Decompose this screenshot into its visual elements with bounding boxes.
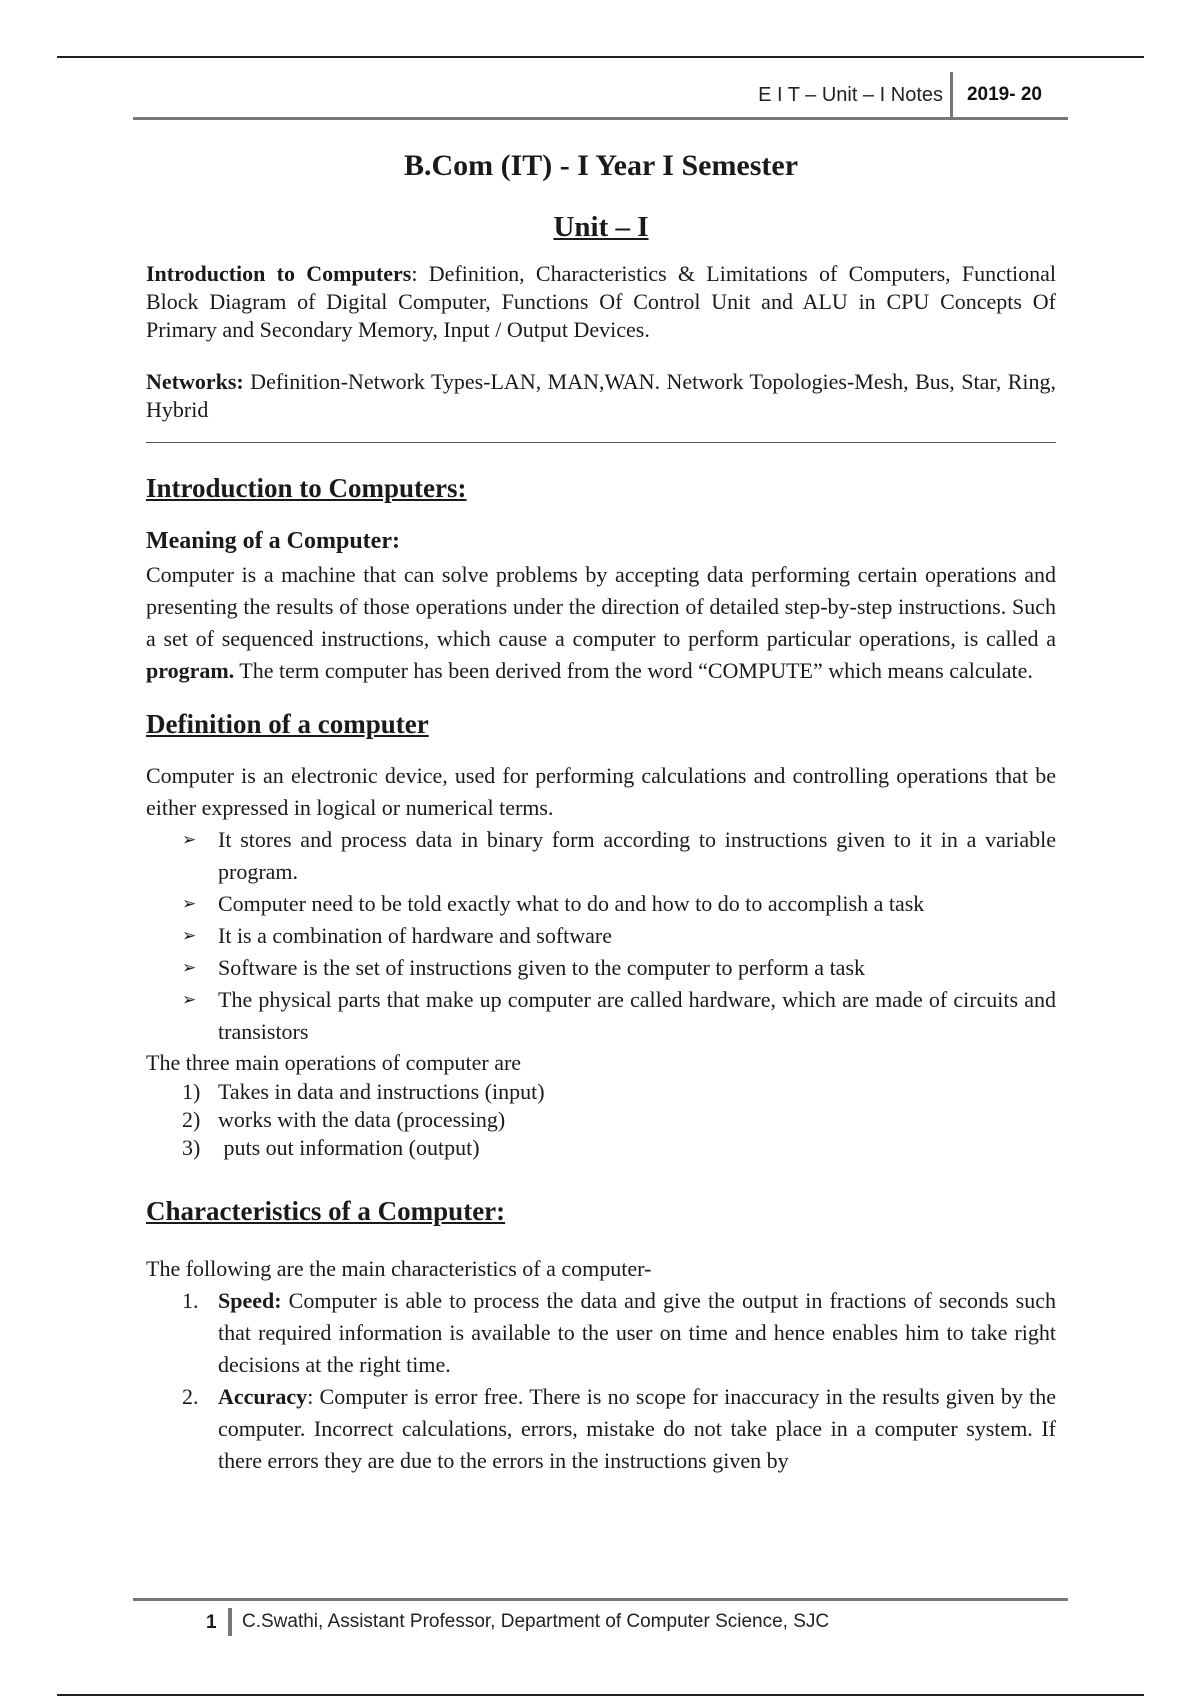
list-item (182, 824, 1056, 888)
footer-divider (228, 1608, 232, 1636)
item-text: puts out information (output) (218, 1135, 480, 1160)
operations-list (146, 1078, 1056, 1162)
meaning-paragraph (146, 559, 1056, 687)
item-number: 3) (182, 1135, 201, 1160)
unit-heading: Unit – I (553, 211, 649, 243)
definition-heading: Definition of a computer (146, 709, 429, 739)
meaning-text-before: Computer is a machine that can solve problems by accepting data performing certain operations and presenting the results of those operations under the direction of detailed step-by-step instructions. Such a set of sequenced instructions, which cause a computer to perform particular operations, is called a (146, 562, 1056, 651)
item-number: 1) (182, 1079, 201, 1104)
item-number: 2. (182, 1384, 199, 1409)
item-text: Takes in data and instructions (input) (218, 1079, 545, 1104)
arrow-bullet-icon: ➢ (182, 958, 197, 978)
item-label: Speed: (218, 1288, 282, 1313)
syllabus-networks (146, 368, 1056, 424)
header-unit-notes: E I T – Unit – I Notes (758, 84, 943, 106)
arrow-bullet-icon: ➢ (182, 830, 197, 850)
characteristics-intro: The following are the main characteristics of a computer- (146, 1256, 652, 1281)
item-text: works with the data (processing) (218, 1107, 506, 1132)
characteristics-list (146, 1285, 1056, 1477)
item-number: 2) (182, 1107, 201, 1132)
list-item (182, 888, 1056, 920)
syllabus-intro-label: Introduction to Computers (146, 261, 412, 286)
bullet-text: It is a combination of hardware and software (218, 923, 613, 948)
list-item (182, 952, 1056, 984)
bullet-text: Computer need to be told exactly what to do and how to do to accomplish a task (218, 891, 925, 916)
item-text: : Computer is error free. There is no scope for inaccuracy in the results given by the computer. Incorrect calculations, errors, mistake do not take place in a computer system. If there errors they are due to the errors in the instructions given by (218, 1384, 1056, 1473)
bullet-text: It stores and process data in binary form according to instructions given to it in a variable program. (218, 827, 1056, 884)
definition-paragraph: Computer is an electronic device, used for performing calculations and controlling operations that be either expressed in logical or numerical terms. (146, 763, 1056, 820)
list-item (182, 1381, 1056, 1477)
footer-rule (133, 1598, 1068, 1601)
syllabus-intro-text: : Definition, Characteristics & Limitations of Computers, Functional Block Diagram of Digital Computer, Functions Of Control Unit and ALU in CPU Concepts Of Primary and Secondary Memory, Input / Output Devices. (146, 261, 1056, 342)
page-number: 1 (206, 1612, 217, 1633)
page-footer (133, 1598, 1068, 1638)
intro-heading: Introduction to Computers: (146, 473, 467, 503)
page-header (133, 72, 1068, 120)
header-rule (133, 117, 1068, 120)
arrow-bullet-icon: ➢ (182, 990, 197, 1010)
meaning-bold: program. (146, 658, 235, 683)
page-title: B.Com (IT) - I Year I Semester (403, 149, 799, 182)
operations-intro: The three main operations of computer are (146, 1050, 522, 1075)
arrow-bullet-icon: ➢ (182, 926, 197, 946)
item-number: 1. (182, 1288, 199, 1313)
bottom-rule (57, 1694, 1144, 1696)
list-item (182, 1134, 1056, 1162)
meaning-heading: Meaning of a Computer: (146, 528, 400, 554)
definition-bullets (146, 824, 1056, 1048)
item-label: Accuracy (218, 1384, 308, 1409)
bullet-text: Software is the set of instructions given to the computer to perform a task (218, 955, 866, 980)
syllabus-intro (146, 260, 1056, 344)
item-text: Computer is able to process the data and give the output in fractions of seconds such that required information is available to the user on time and hence enables him to take right decisions at the right time. (218, 1288, 1056, 1377)
header-year: 2019- 20 (966, 84, 1042, 105)
arrow-bullet-icon: ➢ (182, 894, 197, 914)
top-rule (57, 56, 1144, 58)
list-item (182, 1078, 1056, 1106)
list-item (182, 984, 1056, 1048)
section-divider (146, 442, 1056, 443)
document-body (146, 145, 1056, 1477)
list-item (182, 1285, 1056, 1381)
list-item (182, 1106, 1056, 1134)
characteristics-heading: Characteristics of a Computer: (146, 1196, 506, 1226)
footer-author: C.Swathi, Assistant Professor, Department of Computer Science, SJC (242, 1611, 830, 1632)
header-divider (950, 72, 953, 120)
list-item (182, 920, 1056, 952)
syllabus-networks-label: Networks: (146, 369, 244, 394)
meaning-text-after: The term computer has been derived from the word “COMPUTE” which means calculate. (234, 658, 1033, 683)
bullet-text: The physical parts that make up computer are called hardware, which are made of circuits and transistors (218, 987, 1056, 1044)
syllabus-networks-text: Definition-Network Types-LAN, MAN,WAN. Network Topologies-Mesh, Bus, Star, Ring, Hybrid (146, 369, 1056, 422)
